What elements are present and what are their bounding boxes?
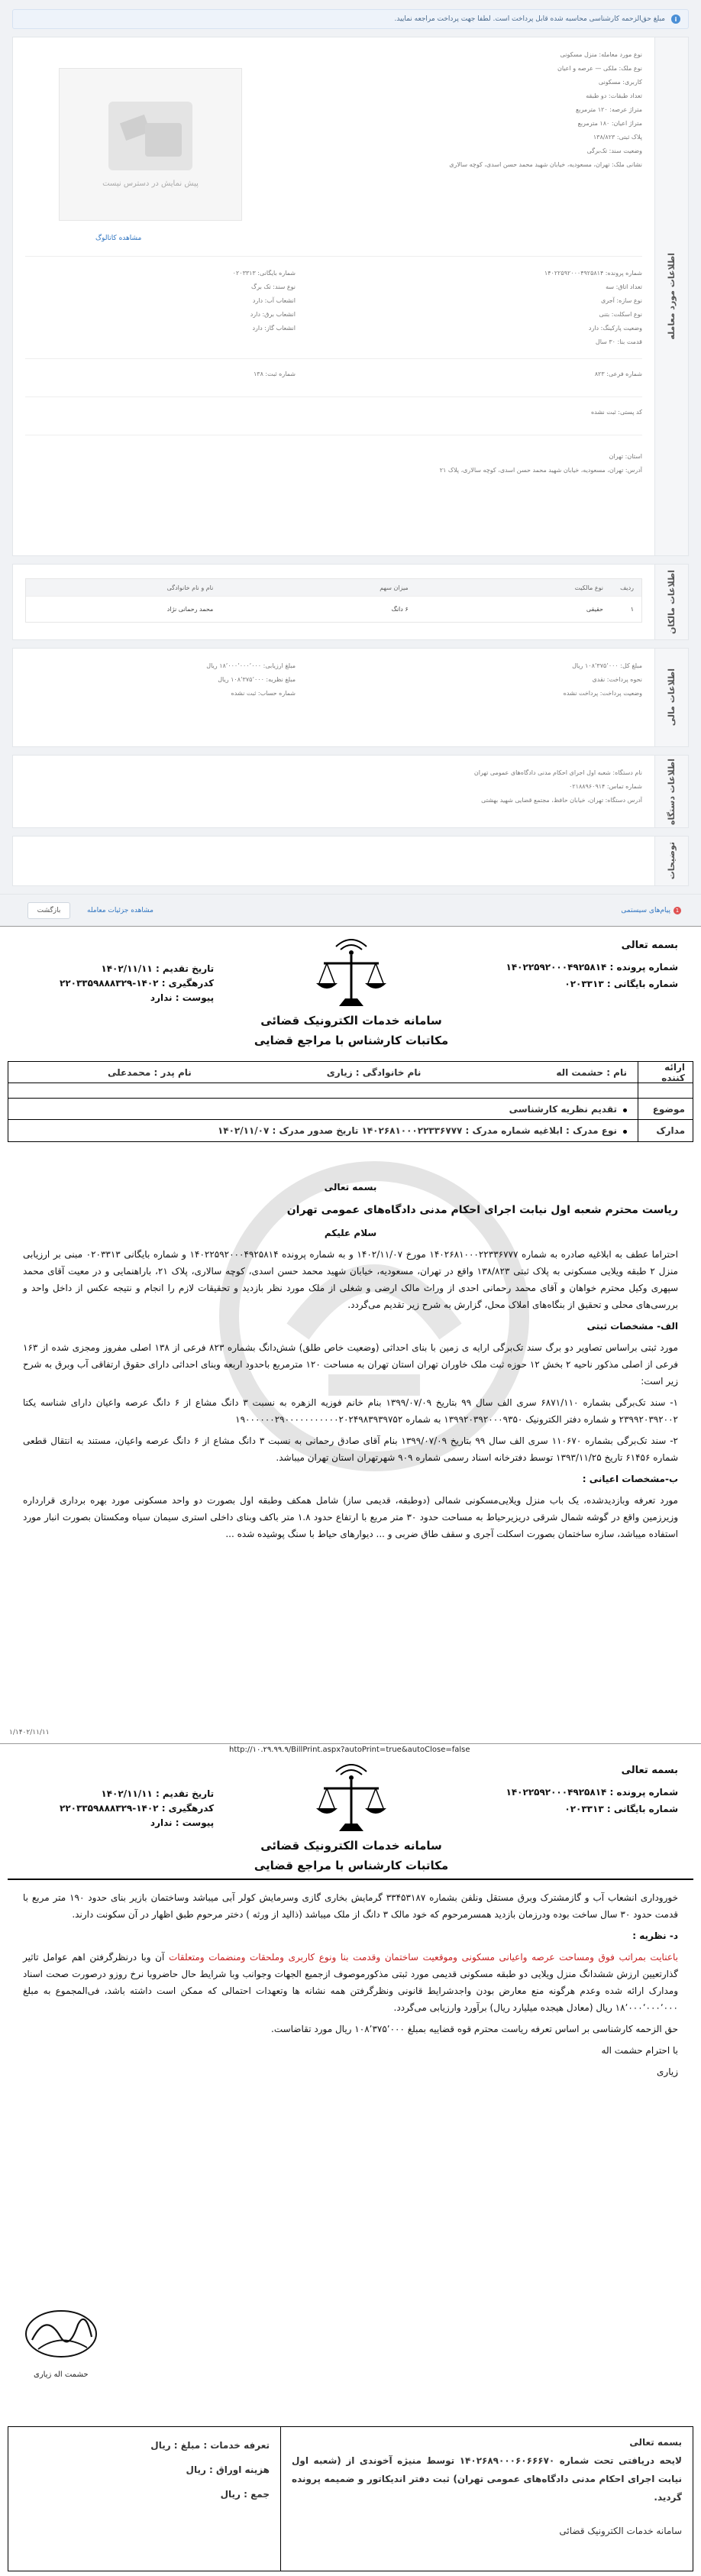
- action-bar: [0, 894, 701, 926]
- subject-label: موضوع: [638, 1099, 693, 1119]
- extra-left: شماره ثبت: ۱۳۸: [254, 371, 296, 377]
- subject-value: تقدیم نظریه کارشناسی: [509, 1103, 617, 1115]
- location-extra: کد پستی: ثبت نشده: [590, 409, 642, 416]
- archive-no: ۰۲۰۳۳۱۳: [564, 1804, 604, 1814]
- device-rows: [306, 766, 642, 807]
- print-url: http://۱۰.۲۹.۹۹.۹/BillPrint.aspx?autoPrint=true&autoClose=false: [229, 1746, 470, 1754]
- date: ۱۴۰۲/۱۱/۱۱: [101, 963, 153, 974]
- greeting-2: سلام علیکم: [324, 1228, 377, 1238]
- financial-row: شماره حساب: ثبت نشده: [231, 690, 296, 697]
- letter-body-p2: [23, 1889, 678, 2085]
- tracking: ۱۴۰۲-۲۲۰۳۳۵۹۸۸۸۳۲۹: [60, 978, 159, 989]
- section-a-item-1: ۱- سند تک‌برگی بشماره ۶۸۷۱/۱۱۰ سری الف سال ۹۹ بتاریخ ۱۳۹۹/۰۷/۰۹ بنام خانم فوزیه الزهره به نسبت ۳ دانگ مشاع از ۶ دانگ عرصه واعیان دارای شناسه یکتا ۲۳۹۹۲۰۳۹۲۰۰۲ و شماره دفتر الکترونیک ۱۳۹۹۲۰۳۹۲۰۰۰۹۳۵۰ به شماره ۱۹۰۰۰۰۰۰۲۹۰۰۰۰۰۰۰۰۰۰۰۲۰۲۴۹۸۳۹۳۹۷۵۲: [23, 1397, 678, 1425]
- notice-bar: [12, 9, 689, 29]
- tracking-label: کدرهگیری :: [161, 1803, 215, 1814]
- subject-row: متراژ عرصه: ۱۲۰ مترمربع: [576, 106, 642, 113]
- attach: ندارد: [150, 992, 173, 1003]
- receipt-note: [280, 2427, 693, 2571]
- table-row: [8, 1062, 693, 1083]
- date-label: تاریخ تقدیم :: [155, 1788, 215, 1799]
- cell: ۶ دانگ: [391, 606, 409, 613]
- messages-button[interactable]: [613, 902, 689, 919]
- device-row: آدرس دستگاه: تهران، خیابان حافظ، مجتمع قضایی شهید بهشتی: [481, 797, 642, 804]
- fee-paragraph: حق الزحمه کارشناسی بر اساس تعرفه ریاست محترم قوه قضاییه بمبلغ ۱۰۸٬۳۷۵٬۰۰۰ ریال مورد تقاضاست.: [271, 2024, 678, 2034]
- extra-right: شماره فرعی: ۸۲۳: [594, 371, 642, 377]
- fee-summary: [8, 2427, 280, 2571]
- attach: ندارد: [150, 1817, 173, 1828]
- submitter-name: نام : حشمت اله: [556, 1066, 627, 1078]
- greeting-1: بسمه تعالی: [324, 1182, 377, 1193]
- financial-row: وضعیت پرداخت: پرداخت نشده: [563, 690, 642, 697]
- judiciary-emblem-icon: [305, 1758, 397, 1837]
- receipt-title: بسمه تعالی: [629, 2437, 682, 2448]
- receipt-system: سامانه خدمات الکترونیک قضائی: [559, 2526, 682, 2536]
- info-icon: i: [671, 15, 680, 24]
- doc-header-right: [506, 937, 678, 992]
- owners-table-header: [26, 579, 641, 596]
- archive-label: شماره بایگانی :: [606, 1804, 678, 1814]
- basmeh-title: بسمه تعالی: [621, 940, 678, 951]
- col-header: نام و نام خانوادگی: [166, 584, 214, 591]
- divider: [25, 396, 642, 397]
- financial-section-label: اطلاعات مالی: [654, 649, 688, 746]
- doc-header-left: [60, 1787, 214, 1830]
- location-row: آدرس: تهران، مسعودیه، خیابان شهید محمد حسن اسدی، کوچه سالاری، پلاک ۲۱: [439, 467, 642, 474]
- case-no: ۱۴۰۲۲۵۹۲۰۰۰۴۹۲۵۸۱۴: [506, 1787, 607, 1798]
- detail-row: شماره بایگانی: ۰۲۰۳۳۱۳: [232, 270, 296, 277]
- cell: حقیقی: [586, 606, 603, 613]
- detail-row: نوع سند: تک برگ: [251, 283, 296, 290]
- messages-count-badge: 1: [674, 907, 681, 914]
- subject-row: متراژ اعیان: ۱۸۰ مترمربع: [577, 120, 642, 127]
- attach-label: پیوست :: [175, 1817, 215, 1828]
- subject-rows: [306, 48, 642, 172]
- financial-row: مبلغ کل: ۱۰۸٬۳۷۵٬۰۰۰ ریال: [572, 662, 642, 669]
- tracking: ۱۴۰۲-۲۲۰۳۳۵۹۸۸۸۳۲۹: [60, 1803, 159, 1814]
- case-details-panel: [0, 0, 701, 894]
- doc-header: [0, 927, 701, 1049]
- system-title: سامانه خدمات الکترونیک قضائی: [260, 1014, 442, 1027]
- page-stamp: ۱/۱۴۰۲/۱۱/۱۱: [9, 1729, 50, 1736]
- detail-row: نوع سازه: آجری: [601, 297, 642, 304]
- docs-value: نوع مدرک : ابلاغیه شماره مدرک : ۱۴۰۲۶۸۱۰۰۰۲۲۳۳۶۷۷۷ تاریخ صدور مدرک : ۱۴۰۲/۱۱/۰۷: [217, 1125, 617, 1136]
- fee-cost: هزینه اوراق : ریال: [186, 2464, 270, 2475]
- fee-title: تعرفه خدمات : مبلغ : ریال: [150, 2440, 270, 2451]
- regards: با احترام حشمت اله: [601, 2045, 678, 2056]
- doc-header-center: [252, 1011, 451, 1050]
- section-b-heading: ب-مشخصات اعیانی :: [582, 1474, 678, 1484]
- p2-highlight: باعنایت بمراتب فوق ومساحت عرصه واعیانی مسکونی وموقعیت ساختمان وقدمت بنا ونوع کاربری وملحقات ومنضمات ومتعلقات: [168, 1952, 678, 1963]
- owners-table: [25, 578, 642, 623]
- doc-header: [0, 1752, 701, 1874]
- detail-row: انشعاب گاز: دارد: [252, 325, 296, 332]
- receipt-text: لایحه دریافتی تحت شماره ۱۴۰۲۶۸۹۰۰۰۶۰۶۶۶۷۰ توسط منیژه آخوندی از (شعبه اول نیابت اجرای احکام مدنی دادگاه‌های عمومی تهران) ثبت دفتر اندیکاتور و ضمیمه پرونده گردید.: [292, 2455, 682, 2503]
- system-subtitle: مکاتبات کارشناس با مراجع قضایی: [254, 1859, 449, 1872]
- device-section-label: اطلاعات دستگاه: [654, 756, 688, 827]
- financial-section: [12, 648, 689, 747]
- signer-family: زیاری: [657, 2066, 678, 2077]
- financial-col2: [97, 659, 296, 701]
- details-col2: [97, 267, 296, 335]
- system-title: سامانه خدمات الکترونیک قضائی: [260, 1839, 442, 1853]
- detail-row: انشعاب برق: دارد: [250, 311, 296, 318]
- location-row: استان: تهران: [609, 453, 642, 460]
- financial-row: مبلغ ارزیابی: ۱۸٬۰۰۰٬۰۰۰٬۰۰۰ ریال: [206, 662, 296, 669]
- tracking-label: کدرهگیری :: [161, 978, 215, 989]
- detail-row: نوع اسکلت: بتنی: [599, 311, 642, 318]
- section-a-item-2: ۲- سند تک‌برگی بشماره ۱۱۰۶۷۰ سری الف سال ۹۹ بتاریخ ۱۳۹۹/۰۷/۰۹ بنام آقای صادق رحمانی به نسبت ۳ دانگ مشاع از ۶ دانگ عرصه واعیان، مستند به انتقال قطعی شماره ۶۱۴۵۶ تاریخ ۱۳۹۳/۱۱/۲۵ توسط دفترخانه اسناد رسمی شماره ۹۰۹ شهرتهران استان تهران میباشد.: [23, 1435, 678, 1463]
- table-row: [8, 1120, 693, 1141]
- doc-header-left: [60, 962, 214, 1005]
- subject-row: نوع ملک: ملکی — عرصه و اعیان: [557, 65, 642, 72]
- notes-section-label: توضیحات: [654, 837, 688, 885]
- detail-row: وضعیت پارکینگ: دارد: [588, 325, 642, 332]
- subject-row: وضعیت سند: تک‌برگی: [586, 147, 642, 154]
- cell: محمد رحمانی نژاد: [166, 606, 214, 613]
- notes-section: [12, 836, 689, 886]
- document-page-1: [0, 926, 701, 1742]
- archive-label: شماره بایگانی :: [606, 979, 678, 989]
- judiciary-emblem-icon: [305, 933, 397, 1012]
- fee-total: جمع : ریال: [220, 2489, 270, 2500]
- header-rule: [8, 1879, 693, 1880]
- letter-body-p1: [23, 1179, 678, 1547]
- financial-col1: [306, 659, 642, 701]
- submitter-table: [8, 1061, 693, 1142]
- section-c-heading: د- نظریه :: [632, 1930, 678, 1941]
- col-header: نوع مالکیت: [574, 584, 603, 591]
- attach-label: پیوست :: [175, 992, 215, 1003]
- subject-section-label: اطلاعات مورد معامله: [654, 37, 688, 555]
- table-spacer-row: [8, 1083, 693, 1099]
- view-case-button[interactable]: مشاهده جزئیات معامله: [87, 907, 153, 914]
- gavel-image-icon: [108, 102, 192, 170]
- basmeh-title: بسمه تعالی: [621, 1765, 678, 1776]
- col-header: ردیف: [620, 584, 634, 591]
- case-no-label: شماره پرونده :: [609, 1787, 678, 1798]
- p2-paragraph-2: آن وبا درنظرگرفتن اهم عوامل تاثیر گذارتعیین ارزش ششدانگ منزل ویلایی دو طبقه مسکونی قدیمی مورد ثبتی مذکورموصوف ازجمیع الجهات وجوانب وبا شرایط حال حاضروبا نرخ روزو درصورت صحت اسناد ومدارک ارائه شده وعدم هرگونه منع معارض بودن واجدشرایط قانونی ونظرگرفتن همه نشانه ها وتعهدات احتمالی که ممکن است داشته باشد، فی‌المجموع به مبلغ ۱۸٬۰۰۰٬۰۰۰٬۰۰۰ ریال (معادل هیجده میلیارد ریال) برآورد وارزیابی می‌گردد.: [23, 1952, 678, 2013]
- bullet-icon: [623, 1108, 627, 1112]
- section-a-heading: الف- مشخصات ثبتی: [586, 1321, 678, 1332]
- system-subtitle: مکاتبات کارشناس با مراجع قضایی: [254, 1034, 449, 1047]
- location-rows: [306, 450, 642, 477]
- subject-row: تعداد طبقات: دو طبقه: [586, 92, 642, 99]
- device-row: شماره تماس: ۰۲۱۸۸۹۶۰۹۱۴: [569, 783, 642, 790]
- details-col1: [306, 267, 642, 349]
- col-header: میزان سهم: [380, 584, 409, 591]
- photo-placeholder: [59, 68, 242, 221]
- bullet-icon: [623, 1130, 627, 1134]
- submitter-family: نام خانوادگی : زیاری: [326, 1066, 422, 1078]
- doc-header-right: [506, 1762, 678, 1817]
- date-label: تاریخ تقدیم :: [155, 963, 215, 974]
- case-no: ۱۴۰۲۲۵۹۲۰۰۰۴۹۲۵۸۱۴: [506, 962, 607, 972]
- subject-row: پلاک ثبتی: ۱۳۸/۸۲۳: [593, 134, 642, 141]
- document-page-2: [0, 1743, 701, 2423]
- photo-placeholder-text: پیش نمایش در دسترس نیست: [102, 179, 199, 188]
- detail-row: انشعاب آب: دارد: [252, 297, 296, 304]
- messages-label: پیام‌های سیستمی: [621, 907, 670, 914]
- detail-row: شماره پرونده: ۱۴۰۲۲۵۹۲۰۰۰۴۹۲۵۸۱۴: [544, 270, 642, 277]
- owners-section-label: اطلاعات مالکان: [654, 565, 688, 639]
- detail-row: قدمت بنا: ۳۰ سال: [595, 338, 642, 345]
- intro-paragraph: احتراما عطف به ابلاغیه صادره به شماره ۱۴۰۲۶۸۱۰۰۰۲۲۳۳۶۷۷۷ مورخ ۱۴۰۲/۱۱/۰۷ و به شماره پرونده ۱۴۰۲۲۵۹۲۰۰۰۴۹۲۵۸۱۴ و شماره بایگانی ۰۲۰۳۳۱۳ مبنی بر ارزیابی منزل ۲ طبقه ویلایی مسکونی به پلاک ثبتی ۱۳۸/۸۲۳ واقع در تهران، مسعودیه، خیابان شهید محمد حسن اسدی، کوچه سالاری، پلاک ۲۱، باراهنمایی و در معیت آقای محمد سپهری وکیل محترم خواهان و آقای محمد رحمانی احدی از وراث مالک ارضی و شغلی از ملک مورد نظر بازدید و تحقیقات لازم را انجام و نتیجه عکس از داخل واحد و بررسی‌های محلی و تحقیق از بنگاه‌های املاک محل، گزارش به شرح زیر تقدیم می‌گردد.: [23, 1249, 678, 1310]
- subject-section: [12, 37, 689, 556]
- divider: [25, 256, 642, 257]
- subject-row: کاربری: مسکونی: [598, 79, 642, 86]
- submitter-father: نام پدر : محمدعلی: [108, 1066, 192, 1078]
- device-row: نام دستگاه: شعبه اول اجرای احکام مدنی دادگاه‌های عمومی تهران: [473, 769, 642, 776]
- fee-box: [8, 2426, 693, 2571]
- signature-icon: [15, 2302, 107, 2366]
- section-a-text: مورد ثبتی براساس تصاویر دو برگ سند تک‌برگی ارایه ی زمین با بنای احداثی (وضعیت خاص طلق) شش‌دانگ بشماره ۸۲۳ فرعی از ۱۳۸ اصلی مفروز ومجزی شده از ۱۶۳ فرعی از اصلی مذکور ناحیه ۲ بخش ۱۲ حوزه ثبت ملک خاوران تهران استان تهران به مساحت ۱۲۰ مترمربع باحدود اربعه وبنای احداثی دارای حقوق ارتفاقی آب وبرق به شرح زیر است:: [23, 1342, 679, 1387]
- device-section: [12, 755, 689, 828]
- date: ۱۴۰۲/۱۱/۱۱: [101, 1788, 153, 1799]
- subject-row: نشانی ملک: تهران، مسعودیه، خیابان شهید محمد حسن اسدی، کوچه سالاری: [449, 161, 642, 168]
- owners-section: [12, 564, 689, 640]
- financial-row: مبلغ نظریه: ۱۰۸٬۳۷۵٬۰۰۰ ریال: [218, 676, 296, 683]
- detail-row: تعداد اتاق: سه: [606, 283, 642, 290]
- return-button[interactable]: بازگشت: [27, 902, 70, 919]
- archive-no: ۰۲۰۳۳۱۳: [564, 979, 604, 989]
- doc-header-center: [252, 1836, 451, 1875]
- table-row: [26, 596, 641, 622]
- section-b-text: مورد تعرفه وبازدیدشده، یک باب منزل ویلایی‌مسکونی شمالی (دوطبقه، قدیمی ساز) شامل همکف وطبقه اول بصورت دو واحد مسکونی مورد بهره برداری قرارداره وزیرزمین واقع در گوشه شمال شرقی دریزیرحیاط به مساحت حدود ۳۰ متر مربع با ارتفاع حدود ۱.۸ متر باکف وبنای داخلی استری سیمان سیاه ومکستان بصورت انبار مورد استفاده میباشد، سازه ساختمان بصورت اسکلت آجری و سقف طاق ضربی و ... دیوارهای حیاط با سنگ پوشیده شده ...: [23, 1495, 678, 1539]
- notice-text: مبلغ حق‌الزحمه کارشناسی محاسبه شده قابل پرداخت است. لطفا جهت پرداخت مراجعه نمایید.: [394, 15, 665, 23]
- divider: [25, 358, 642, 359]
- signature-caption: حشمت اله زیاری: [34, 2371, 89, 2379]
- subject-row: نوع مورد معامله: منزل مسکونی: [560, 51, 642, 58]
- submitter-label: ارائه کننده: [638, 1062, 693, 1083]
- financial-row: نحوه پرداخت: نقدی: [592, 676, 642, 683]
- case-no-label: شماره پرونده :: [609, 962, 678, 972]
- docs-label: مدارک: [638, 1120, 693, 1141]
- addressee: ریاست محترم شعبه اول نیابت اجرای احکام مدنی دادگاه‌های عمومی تهران: [286, 1204, 678, 1216]
- p2-paragraph-1: خوروداری انشعاب آب و گازمشترک وبرق مستقل ونلفن بشماره ۳۳۴۵۳۱۸۷ گرمایش بخاری گازی وسرمایش کولر آبی میباشد وساختمان بازیر بنای حدود ۱۹۰ متر مربع با قدمت حدود ۳۰ سال ساخت بوده ودرزمان بازدید همسرمرحوم که خود مالک ۳ دانگ از ملک میباشد (ذالید از ورثه ) دختر مرحوم طبق اظهار در آن سکونت دارند.: [23, 1892, 679, 1920]
- cell: ۱: [630, 606, 634, 613]
- catalog-link[interactable]: مشاهده کاتالوگ: [95, 235, 142, 242]
- table-row: [8, 1099, 693, 1120]
